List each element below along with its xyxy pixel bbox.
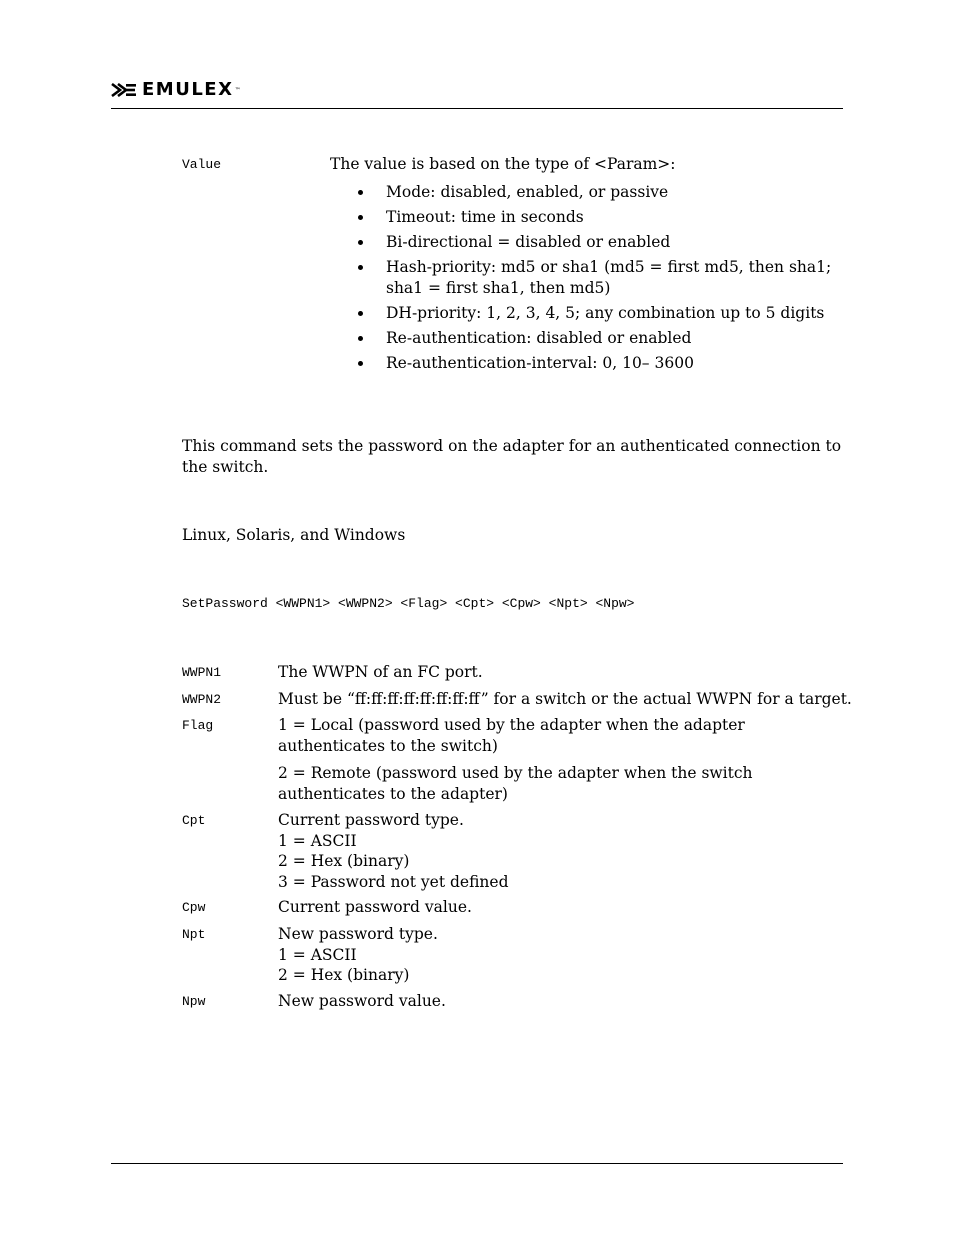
bullet-icon [358, 240, 363, 245]
list-item: Mode: disabled, enabled, or passive [354, 182, 834, 203]
command-description: This command sets the password on the adapter for an authenticated connection to the switch. [182, 437, 842, 476]
param-term-npt: Npt [182, 927, 206, 942]
logo-text: EMULEX [142, 79, 234, 100]
param-term-cpw: Cpw [182, 900, 206, 915]
footer-rule [111, 1163, 843, 1164]
param-desc-wwpn1: The WWPN of an FC port. [278, 663, 483, 681]
list-item: Hash-priority: md5 or sha1 (md5 = first md5, then sha1; sha1 = first sha1, then md5) [354, 257, 834, 298]
list-item: Re-authentication: disabled or enabled [354, 328, 834, 349]
param-desc-flag-local: 1 = Local (password used by the adapter when the adapter authenticates to the switch) [278, 716, 745, 755]
param-term-npw: Npw [182, 994, 206, 1009]
value-param-term: Value [182, 157, 222, 172]
list-item: Timeout: time in seconds [354, 207, 834, 228]
bullet-icon [358, 265, 363, 270]
value-param-description: The value is based on the type of <Param>: [330, 155, 676, 173]
list-item: Bi-directional = disabled or enabled [354, 232, 834, 253]
param-term-cpt: Cpt [182, 813, 206, 828]
param-desc-npt: New password type. 1 = ASCII 2 = Hex (binary) [278, 925, 438, 984]
header-rule [111, 108, 843, 109]
emulex-logo-mark-icon [111, 83, 137, 97]
supported-os: Linux, Solaris, and Windows [182, 526, 406, 544]
list-item: Re-authentication-interval: 0, 10– 3600 [354, 353, 834, 374]
param-desc-cpw: Current password value. [278, 898, 472, 916]
param-desc-flag-remote: 2 = Remote (password used by the adapter when the switch authenticates to the adapter) [278, 764, 753, 803]
bullet-icon [358, 336, 363, 341]
param-desc-cpt: Current password type. 1 = ASCII 2 = Hex (binary) 3 = Password not yet defined [278, 811, 509, 891]
bullet-icon [358, 361, 363, 366]
param-term-wwpn1: WWPN1 [182, 665, 222, 680]
bullet-icon [358, 190, 363, 195]
param-desc-wwpn2: Must be “ff:ff:ff:ff:ff:ff:ff:ff” for a switch or the actual WWPN for a target. [278, 690, 852, 708]
logo-trademark: ™ [234, 86, 241, 94]
emulex-logo [111, 80, 240, 100]
param-desc-npw: New password value. [278, 992, 446, 1010]
bullet-icon [358, 215, 363, 220]
command-syntax: SetPassword <WWPN1> <WWPN2> <Flag> <Cpt> <Cpw> <Npt> <Npw> [182, 596, 635, 611]
param-term-flag: Flag [182, 718, 214, 733]
list-item: DH-priority: 1, 2, 3, 4, 5; any combination up to 5 digits [354, 303, 834, 324]
param-term-wwpn2: WWPN2 [182, 692, 222, 707]
bullet-icon [358, 311, 363, 316]
value-bullet-list [354, 182, 834, 378]
